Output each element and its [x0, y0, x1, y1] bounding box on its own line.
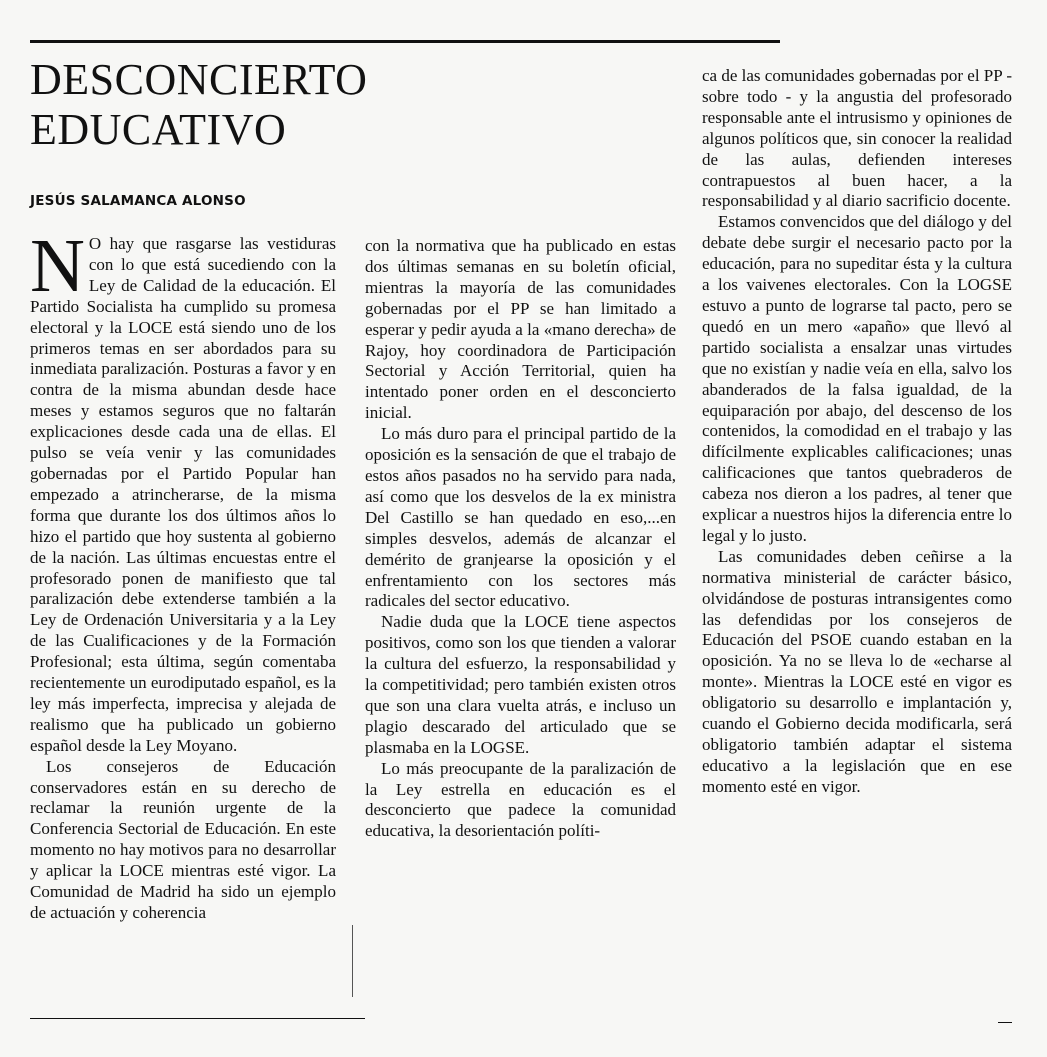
paragraph	[30, 224, 336, 757]
paragraph: Lo más duro para el principal partido de la oposición es la sensación de que el trabajo de estos años pasados no ha servido para nada, así como que los desvelos de la ex ministra Del Castillo se han quedado en eso,...en simples desvelos, además de alcanzar el demérito de granjearse la oposición y el enfrentamiento con los sectores más radicales del sector educativo.	[365, 424, 676, 611]
paragraph: Nadie duda que la LOCE tiene aspectos positivos, como son los que tienden a valorar la cultura del esfuerzo, la responsabilidad y la competitividad; pero también existen otros que son una clara vuelta atrás, e incluso un plagio descarado del articulado que se plasmaba en la LOGSE.	[365, 612, 676, 757]
byline: JESÚS SALAMANCA ALONSO	[30, 193, 246, 209]
paragraph: Lo más preocupante de la paralización de la Ley estrella en educación es el desconcierto que padece la comunidad educativa, la desorientación políti-	[365, 758, 676, 841]
headline-line-1: DESCONCIERTO	[30, 55, 368, 104]
end-mark	[998, 1022, 1012, 1023]
column-3	[702, 66, 1012, 798]
top-rule	[30, 40, 780, 43]
column-2	[365, 236, 676, 842]
paragraph: Los consejeros de Educación conservadores están en su derecho de reclamar la reunión urgente de la Conferencia Sectorial de Educación. En este momento no hay motivos para no desarrollar y aplicar la LOCE mientras esté vigor. La Comunidad de Madrid ha sido un ejemplo de actuación y coherencia	[30, 756, 336, 922]
column-divider	[352, 925, 353, 997]
paragraph-text: O hay que rasgarse las vestiduras con lo que está sucediendo con la Ley de Calidad de la educación. El Partido Socialista ha cumplido su promesa electoral y la LOCE está siendo uno de los primeros temas en ser abordados para su inmediata paralización. Posturas a favor y en contra de la misma abundan desde hace meses y estamos seguros que no faltarán explicaciones desde cada una de ellas. El pulso se veía venir y las comunidades gobernadas por el Partido Popular han empezado a atrincherarse, de la misma forma que durante los dos últimos años lo hizo el partido que hoy sustenta al gobierno de la nación. Las últimas encuestas entre el profesorado ponen de manifiesto que tal paralización debe extenderse también a la Ley de Ordenación Universitaria y a la Ley de las Cualificaciones y de la Formación Profesional; esta última, según comentaba recientemente un eurodiputado español, es la ley más imperfecta, imprecisa y alejada de realismo que ha publicado un gobierno español desde la Ley Moyano.	[30, 234, 336, 755]
paragraph: Estamos convencidos que del diálogo y del debate debe surgir el necesario pacto por la educación, para no supeditar ésta y la cultura a los vaivenes electorales. Con la LOGSE estuvo a punto de lograrse tal pacto, pero se quedó en un mero «apaño» que llevó al partido socialista a ensalzar unas virtudes que no existían y nadie veía en ella, salvo los abanderados de la falsa igualdad, de la equiparación por abajo, del descenso de los contenidos, la comodidad en el trabajo y las difícilmente explicables calificaciones; unas calificaciones que tantos quebraderos de cabeza nos dieron a los padres, al tener que explicar a nuestros hijos la diferencia entre lo legal y lo justo.	[702, 212, 1012, 545]
headline-line-2: EDUCATIVO	[30, 105, 287, 154]
headline	[30, 55, 430, 155]
paragraph: Las comunidades deben ceñirse a la normativa ministerial de carácter básico, olvidándose de posturas intransigentes como las defendidas por los consejeros de Educación del PSOE cuando estaban en la oposición. Ya no se lleva lo de «echarse al monte». Mientras la LOCE esté en vigor es obligatorio su desarrollo e implantación y, cuando el Gobierno decida modificarla, será obligatorio también adaptar el sistema educativo a la legislación que en ese momento esté en vigor.	[702, 546, 1012, 796]
paragraph: con la normativa que ha publicado en estas dos últimas semanas en su boletín oficial, mientras la mayoría de las comunidades gobernadas por el PP se han limitado a esperar y pedir ayuda a la «mano derecha» de Rajoy, hoy coordinadora de Participación Sectorial y Acción Territorial, quien ha intentado poner orden en el desconcierto inicial.	[365, 236, 676, 423]
drop-cap: N	[30, 224, 85, 308]
paragraph: ca de las comunidades gobernadas por el PP - sobre todo - y la angustia del profesorado responsable ante el intrusismo y opiniones de algunos políticos que, sin conocer la realidad de las aulas, defienden intereses contrapuestos al buen hacer, a la responsabilidad y al diario sacrificio docente.	[702, 66, 1013, 211]
column-1	[30, 224, 336, 924]
bottom-rule	[30, 1018, 365, 1019]
